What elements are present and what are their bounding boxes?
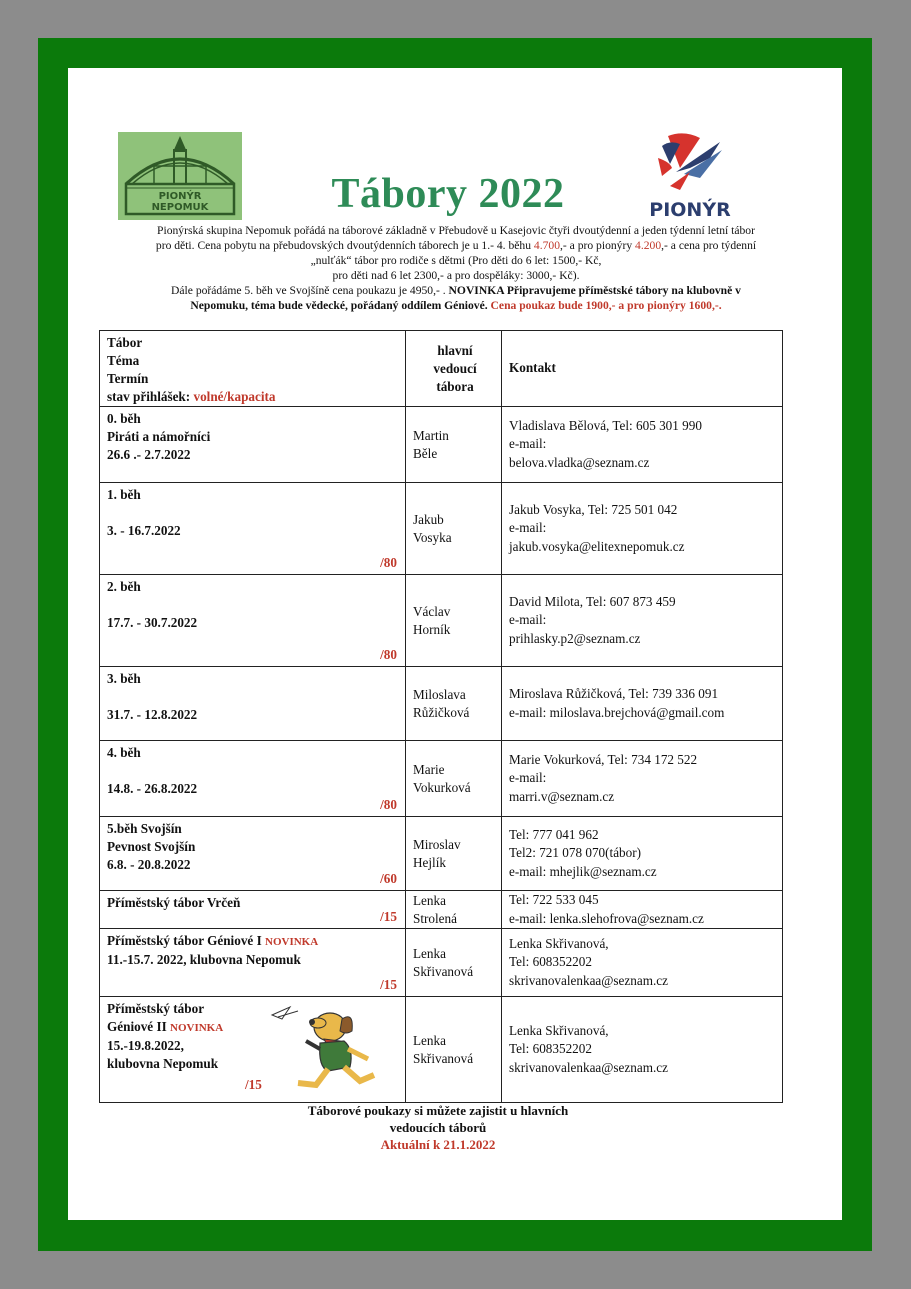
capacity: /15 [380,909,397,924]
intro-line-1: Pionýrská skupina Nepomuk pořádá na táborové základně v Přebudově u Kasejovic čtyři dvoutýdenní a jeden týdenní letní tábor [157,224,755,237]
intro-line-4: pro děti nad 6 let 2300,- a pro dospěláky: 3000,- Kč). [332,269,580,282]
intro-text [100,223,812,313]
cartoon-dog-icon [268,1001,386,1091]
table-row: 5.běh Svojšín Pevnost Svojšín 6.8. - 20.8.2022 /60 Miroslav Hejlík Tel: 777 041 962 Tel2: 721 078 070(tábor) e-mail: mhejlik@seznam.cz [100,817,783,891]
capacity: /80 [380,555,397,570]
intro-line-6: Nepomuku, téma bude vědecké, pořádaný oddílem Géniové. Cena poukaz bude 1900,- a pro pionýry 1600,-. [190,299,722,312]
intro-line-5: Dále pořádáme 5. běh ve Svojšíně cena poukazu je 4950,- . NOVINKA Připravujeme příměstské tábory na klubovně v [171,284,741,297]
table-row: Příměstský tábor Géniové II NOVINKA 15.-19.8.2022, klubovna Nepomuk /15 Lenka Skřivanová Lenka Skřivanová, Tel: 608352202 skrivanovalenkaa@seznam.cz [100,997,783,1103]
intro-line-2: pro děti. Cena pobytu na přebudovských dvoutýdenních táborech je u 1.- 4. běhu 4.700,- a pro pionýry 4.200,- a cena pro týdenní [155,239,757,252]
header-camp: Tábor Téma Termín stav přihlášek: volné/kapacita [100,331,406,407]
header-contact: Kontakt [502,331,783,407]
table-row: 4. běh 14.8. - 26.8.2022 /80 Marie Vokurková Marie Vokurková, Tel: 734 172 522 e-mail: marri.v@seznam.cz [100,741,783,817]
header-leader: hlavní vedoucí tábora [406,331,502,407]
intro-line-3: „nulťák“ tábor pro rodiče s dětmi (Pro děti do 6 let: 1500,- Kč, [310,254,602,267]
pionyr-bird-logo [640,128,740,223]
table-row: 2. běh 17.7. - 30.7.2022 /80 Václav Horník David Milota, Tel: 607 873 459 e-mail: prihlasky.p2@seznam.cz [100,575,783,667]
poster-sheet [68,68,842,1220]
pionyr-nepomuk-logo [118,132,242,220]
logo-left-text-2: NEPOMUK [151,202,209,213]
logo-left-text-1: PIONÝR [158,191,202,202]
table-row: Příměstský tábor Vrčeň /15 Lenka Strolená Tel: 722 533 045 e-mail: lenka.slehofrova@seznam.cz [100,891,783,929]
capacity: /60 [380,871,397,886]
logo-right-text: PIONÝR [649,199,731,221]
page-title: Tábory 2022 [331,171,565,217]
table-row: 0. běh Piráti a námořníci 26.6 .- 2.7.2022 Martin Běle Vladislava Bělová, Tel: 605 301 990 e-mail: belova.vladka@seznam.cz [100,407,783,483]
capacity: /80 [380,647,397,662]
footer-note: Táborové poukazy si můžete zajistit u hlavních vedoucích táborů Aktuální k 21.1.2022 [258,1102,618,1153]
capacity: /80 [380,797,397,812]
table-row: 1. běh 3. - 16.7.2022 /80 Jakub Vosyka Jakub Vosyka, Tel: 725 501 042 e-mail: jakub.vosyka@elitexnepomuk.cz [100,483,783,575]
table-row: Příměstský tábor Géniové I NOVINKA 11.-15.7. 2022, klubovna Nepomuk /15 Lenka Skřivanová Lenka Skřivanová, Tel: 608352202 skrivanovalenkaa@seznam.cz [100,929,783,997]
capacity: /15 [245,1077,262,1092]
table-row: 3. běh 31.7. - 12.8.2022 Miloslava Růžičková Miroslava Růžičková, Tel: 739 336 091 e-mail: miloslava.brejchová@gmail.com [100,667,783,741]
table-header-row [100,331,783,407]
camps-table [99,330,783,1103]
capacity: /15 [380,977,397,992]
updated-date: Aktuální k 21.1.2022 [380,1137,496,1152]
